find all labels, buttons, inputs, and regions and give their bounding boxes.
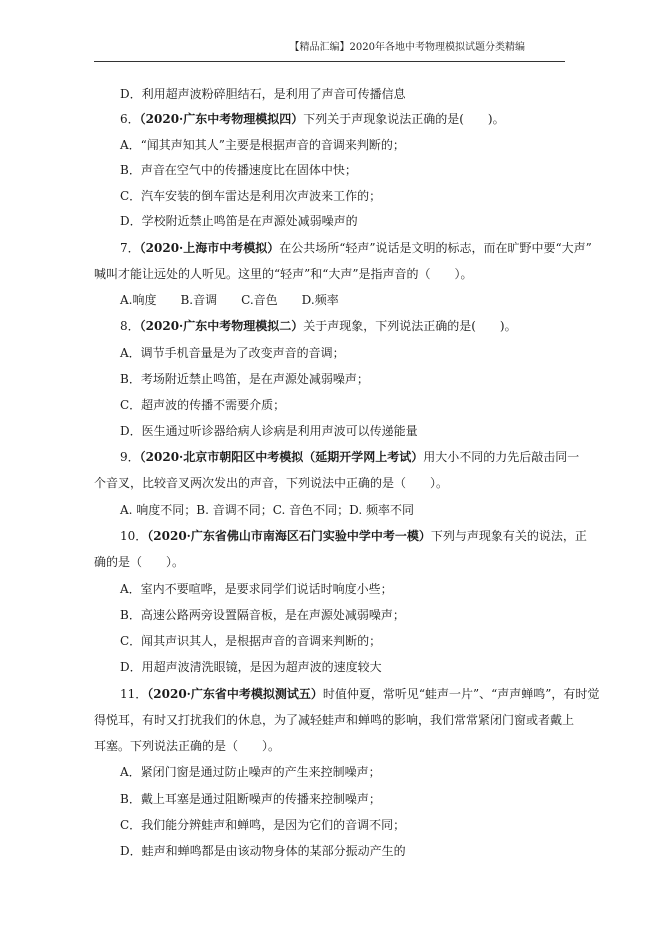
page-header-title: 【精品汇编】2020年各地中考物理模拟试题分类精编 bbox=[289, 42, 525, 53]
question-number: 9． bbox=[120, 450, 140, 464]
q11-option-d: D．蛙声和蝉鸣都是由该动物身体的某部分振动产生的 bbox=[120, 844, 406, 858]
question-7-stem-cont: 喊叫才能让远处的人听见。这里的“轻声”和“大声”是指声音的（ ）。 bbox=[94, 267, 473, 281]
q6-option-b: B．声音在空气中的传播速度比在固体中快； bbox=[120, 163, 357, 177]
question-10-stem-cont: 确的是（ ）。 bbox=[94, 555, 185, 569]
q8-option-d: D．医生通过听诊器给病人诊病是利用声波可以传递能量 bbox=[120, 424, 418, 438]
question-source: （2020·北京市朝阳区中考模拟（延期开学网上考试） bbox=[139, 450, 424, 464]
question-text: 下列关于声现象说法正确的是( )。 bbox=[303, 112, 505, 126]
q6-option-a: A．“闻其声知其人”主要是根据声音的音调来判断的； bbox=[120, 138, 405, 152]
question-source: （2020·广东中考物理模拟二） bbox=[139, 319, 304, 333]
question-source: （2020·广东省中考模拟测试五） bbox=[147, 687, 323, 701]
q5-option-d: D．利用超声波粉碎胆结石，是利用了声音可传播信息 bbox=[120, 87, 406, 101]
question-text: 用大小不同的力先后敲击同一 bbox=[423, 450, 580, 464]
q6-option-c: C．汽车安装的倒车雷达是利用次声波来工作的； bbox=[120, 189, 382, 203]
q11-option-c: C．我们能分辨蛙声和蝉鸣，是因为它们的音调不同； bbox=[120, 818, 406, 832]
question-source: （2020·上海市中考模拟） bbox=[139, 241, 280, 255]
question-7-stem bbox=[120, 240, 592, 256]
question-text: 下列与声现象有关的说法，正 bbox=[430, 529, 587, 543]
question-text: 在公共场所“轻声”说话是文明的标志，而在旷野中要“大声” bbox=[279, 241, 592, 255]
question-6-stem bbox=[120, 111, 505, 127]
question-number: 11． bbox=[120, 687, 148, 701]
q10-option-d: D．用超声波清洗眼镜，是因为超声波的速度较大 bbox=[120, 660, 382, 674]
q10-option-a: A．室内不要喧哗，是要求同学们说话时响度小些； bbox=[120, 582, 393, 596]
question-8-stem bbox=[120, 318, 517, 334]
q8-option-a: A．调节手机音量是为了改变声音的音调； bbox=[120, 346, 345, 360]
q6-option-d: D．学校附近禁止鸣笛是在声源处减弱噪声的 bbox=[120, 214, 358, 228]
question-source: （2020·广东省佛山市南海区石门实验中学中考一模） bbox=[147, 529, 431, 543]
question-number: 8． bbox=[120, 319, 140, 333]
q8-option-c: C．超声波的传播不需要介质； bbox=[120, 398, 286, 412]
question-text: 关于声现象，下列说法正确的是( )。 bbox=[303, 319, 517, 333]
q11-option-b: B．戴上耳塞是通过阻断噪声的传播来控制噪声； bbox=[120, 792, 381, 806]
question-9-stem-cont: 个音叉，比较音叉两次发出的声音，下列说法中正确的是（ ）。 bbox=[94, 476, 449, 490]
question-9-stem bbox=[120, 449, 579, 465]
question-11-stem bbox=[120, 686, 599, 702]
q7-options: A.响度 B.音调 C.音色 D.频率 bbox=[120, 293, 339, 307]
question-number: 7． bbox=[120, 241, 140, 255]
question-11-stem-cont: 得悦耳，有时又打扰我们的休息，为了减轻蛙声和蝉鸣的影响，我们常常紧闭门窗或者戴上 bbox=[94, 713, 575, 727]
q8-option-b: B．考场附近禁止鸣笛，是在声源处减弱噪声； bbox=[120, 372, 369, 386]
question-number: 6． bbox=[120, 112, 140, 126]
question-source: （2020·广东中考物理模拟四） bbox=[139, 112, 304, 126]
q10-option-c: C．闻其声识其人，是根据声音的音调来判断的； bbox=[120, 634, 382, 648]
question-text: 时值仲夏，常听见“蛙声一片”、“声声蝉鸣”，有时觉 bbox=[322, 687, 600, 701]
q9-options: A. 响度不同；B. 音调不同；C. 音色不同；D. 频率不同 bbox=[120, 503, 414, 517]
question-number: 10． bbox=[120, 529, 148, 543]
question-10-stem bbox=[120, 528, 587, 544]
q11-option-a: A．紧闭门窗是通过防止噪声的产生来控制噪声； bbox=[120, 765, 381, 779]
question-11-stem-cont2: 耳塞。下列说法正确的是（ ）。 bbox=[94, 739, 281, 753]
q10-option-b: B．高速公路两旁设置隔音板，是在声源处减弱噪声； bbox=[120, 608, 405, 622]
